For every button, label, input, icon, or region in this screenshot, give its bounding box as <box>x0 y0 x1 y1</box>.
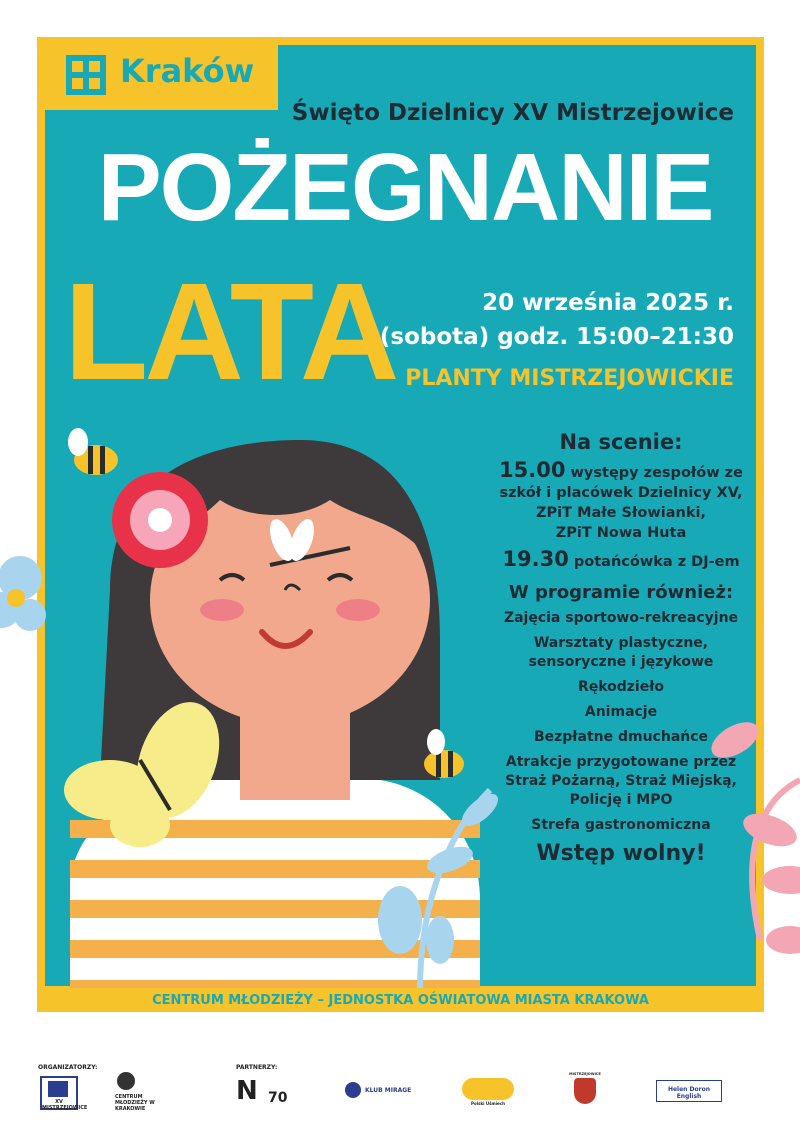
sponsor-bar <box>0 1050 800 1128</box>
also-item: Warsztaty plastyczne, sensoryczne i językowe <box>528 635 714 670</box>
logo-text: Kraków <box>120 52 255 90</box>
event-place: PLANTY MISTRZEJOWICKIE <box>405 366 734 391</box>
partner2-name: KLUB MIRAGE <box>365 1087 412 1094</box>
partners-label: PARTNERZY: <box>236 1064 278 1071</box>
free-entry: Wstęp wolny! <box>536 841 706 866</box>
event-datetime <box>380 286 734 354</box>
partner2-logo <box>345 1082 435 1102</box>
also-heading: W programie również: <box>508 582 734 603</box>
krakow-logo-icon <box>66 55 106 95</box>
bee-icon <box>68 428 118 475</box>
event-time: (sobota) godz. 15:00–21:30 <box>379 324 734 350</box>
org2-logo <box>115 1072 175 1112</box>
also-item: Animacje <box>584 704 658 720</box>
also-item: Rękodzieło <box>577 679 665 695</box>
footer-text: CENTRUM MŁODZIEŻY – JEDNOSTKA OŚWIATOWA MIASTA KRAKOWA <box>152 993 649 1008</box>
stage-item-1-text-c: ZPiT Małe Słowianki, <box>536 505 706 521</box>
red-flower-icon <box>112 472 208 568</box>
partner4-name: MISTRZEJOWICE <box>569 1072 601 1076</box>
also-item: Zajęcia sportowo-rekreacyjne <box>503 610 739 626</box>
org1-logo <box>40 1076 88 1111</box>
org2-name: CENTRUM MŁODZIEŻY W KRAKOWIE <box>115 1094 155 1112</box>
stage-item-1-text-d: ZPiT Nowa Huta <box>555 525 687 541</box>
partner5-name: Helen Doron English <box>667 1086 711 1100</box>
partner3-logo <box>458 1074 518 1108</box>
stage-item-2 <box>476 549 766 572</box>
stage-item-1-text-a: występy zespołów ze <box>570 465 743 481</box>
organizers-label: ORGANIZATORZY: <box>38 1064 98 1071</box>
event-date: 20 września 2025 r. <box>482 290 734 316</box>
title-line2: LATA <box>64 255 396 409</box>
program <box>476 430 766 866</box>
org1-name: XV MISTRZEJOWICE <box>42 1099 88 1111</box>
stage-item-2-hour: 19.30 <box>502 547 569 571</box>
partner1-text: 70 <box>268 1090 288 1106</box>
partner1-logo: N 70 <box>236 1076 288 1106</box>
partner4-logo <box>569 1072 601 1106</box>
title-line1: POŻEGNANIE <box>97 134 713 241</box>
partner3-name: Polski Uśmiech <box>471 1101 505 1106</box>
stage-item-1-text-b: szkół i placówek Dzielnicy XV, <box>499 485 743 501</box>
stage-item-1-hour: 15.00 <box>499 458 566 482</box>
stage-heading: Na scenie: <box>559 430 683 454</box>
also-item: Strefa gastronomiczna <box>531 817 711 833</box>
also-item: Bezpłatne dmuchańce <box>533 729 709 745</box>
partner5-logo <box>656 1080 722 1102</box>
event-subtitle: Święto Dzielnicy XV Mistrzejowice <box>291 100 734 126</box>
stage-item-1 <box>476 460 766 483</box>
also-item: Atrakcje przygotowane przez Straż Pożarną, Straż Miejską, Policję i MPO <box>505 754 737 808</box>
blue-flower-icon <box>0 556 46 631</box>
stage-item-2-text: potańcówka z DJ-em <box>573 554 740 570</box>
